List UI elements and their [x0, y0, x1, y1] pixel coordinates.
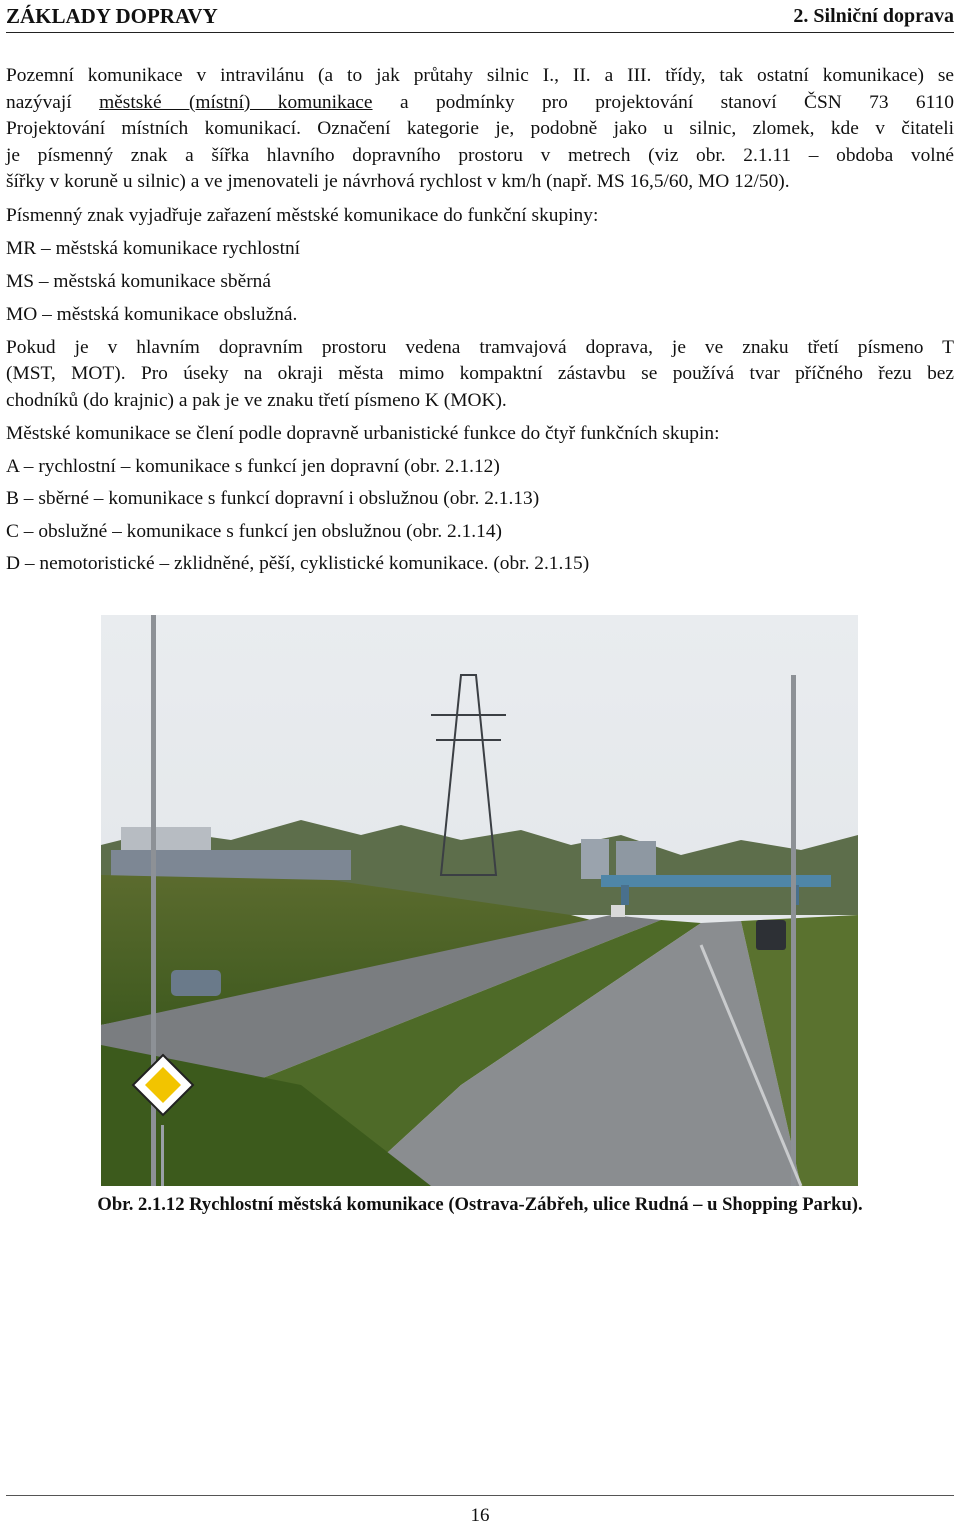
category-item: MO – městská komunikace obslužná. [6, 304, 298, 325]
paragraph-4: Městské komunikace se člení podle dopravně urbanistické funkce do čtyř funkčních skupin: [6, 423, 720, 444]
paragraph-1-line-5: šířky v koruně u silnic) a ve jmenovateli je návrhová rychlost v km/h (např. MS 16,5/60, MO 12/50). [6, 171, 790, 192]
page-header [6, 2, 954, 33]
header-chapter: 2. Silniční doprava [793, 5, 954, 27]
paragraph-1-line-3: Projektování místních komunikací. Označení kategorie je, podobně jako u silnic, zlomek, kde v čitateli [6, 118, 954, 139]
paragraph-1-text: nazývají [6, 92, 72, 113]
paragraph-3-line-2: (MST, MOT). Pro úseky na okraji města mimo kompaktní zástavbu se používá tvar příčného řezu bez [6, 363, 954, 384]
paragraph-1-line-2 [6, 90, 954, 117]
group-item: B – sběrné – komunikace s funkcí dopravní i obslužnou (obr. 2.1.13) [6, 488, 540, 509]
paragraph-2: Písmenný znak vyjadřuje zařazení městské komunikace do funkční skupiny: [6, 205, 599, 226]
term-city-roads: městské (místní) komunikace [99, 92, 373, 113]
group-item: D – nemotoristické – zklidněné, pěší, cyklistické komunikace. (obr. 2.1.15) [6, 553, 590, 574]
page-number: 16 [470, 1505, 490, 1526]
paragraph-1-line-4: je písmenný znak a šířka hlavního dopravního prostoru v metrech (viz obr. 2.1.11 – obdoba volné [6, 145, 954, 166]
header-title: ZÁKLADY DOPRAVY [6, 4, 218, 28]
figure-caption: Obr. 2.1.12 Rychlostní městská komunikace (Ostrava-Zábřeh, ulice Rudná – u Shopping Parku). [97, 1194, 863, 1215]
footer-divider [6, 1495, 954, 1496]
paragraph-3-line-1: Pokud je v hlavním dopravním prostoru vedena tramvajová doprava, je ve znaku třetí písmeno T [6, 337, 954, 358]
paragraph-1-line-1: Pozemní komunikace v intravilánu (a to jak průtahy silnic I., II. a III. třídy, tak ostatní komunikace) se [6, 65, 954, 86]
road-photo [101, 615, 858, 1186]
group-item: C – obslužné – komunikace s funkcí jen obslužnou (obr. 2.1.14) [6, 521, 502, 542]
group-item: A – rychlostní – komunikace s funkcí jen dopravní (obr. 2.1.12) [6, 456, 500, 477]
paragraph-1-text: a podmínky pro projektování stanoví ČSN 73 6110 [399, 92, 954, 113]
category-item: MR – městská komunikace rychlostní [6, 238, 301, 259]
paragraph-3-line-3: chodníků (do krajnic) a pak je ve znaku třetí písmeno K (MOK). [6, 390, 507, 411]
category-item: MS – městská komunikace sběrná [6, 271, 271, 292]
